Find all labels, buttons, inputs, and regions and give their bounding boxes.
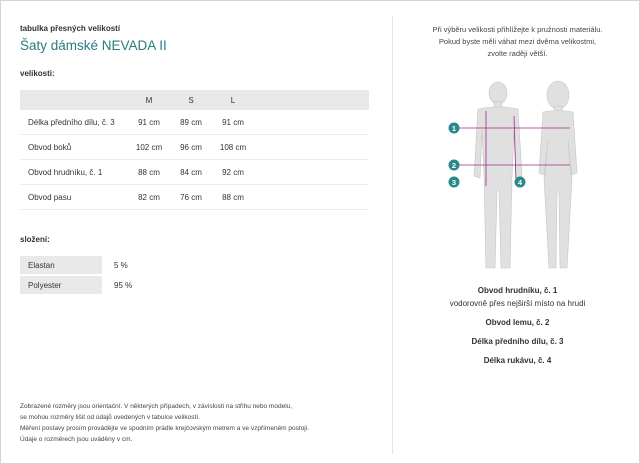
- marker-2-icon: [449, 160, 460, 171]
- measurement-definitions: [405, 286, 630, 365]
- table-row: [20, 160, 369, 185]
- definition-title: Délka předního dílu, č. 3: [471, 337, 564, 346]
- cell-s: 76 cm: [170, 185, 212, 210]
- female-figure-icon: [539, 81, 577, 268]
- marker-1-label: 1: [451, 123, 457, 133]
- material-percent: 5 %: [114, 260, 128, 270]
- note-line: se mohou rozměry lišit od údajů uvedených v tabulce velikostí.: [20, 414, 200, 421]
- definition-desc: vodorovně přes nejširší místo na hrudi: [449, 299, 586, 308]
- product-title: Šaty dámské NEVADA II: [20, 38, 167, 53]
- cell-m: 82 cm: [128, 185, 170, 210]
- row-label: Obvod hrudníku, č. 1: [20, 160, 128, 185]
- male-figure-icon: [474, 82, 522, 268]
- marker-2-label: 2: [451, 160, 457, 170]
- marker-4-icon: [515, 177, 526, 188]
- page-kicker: tabulka přesných velikostí: [20, 24, 121, 33]
- size-table: [20, 90, 369, 210]
- tip-line: Při výběru velikosti přihlížejte k pružnosti materiálu.: [432, 25, 603, 34]
- table-row: [20, 135, 369, 160]
- composition-row: [20, 276, 132, 294]
- row-label: Délka předního dílu, č. 3: [20, 110, 128, 135]
- table-row: [20, 185, 369, 210]
- cell-s: 89 cm: [170, 110, 212, 135]
- size-table-header: [20, 90, 369, 110]
- cell-m: 91 cm: [128, 110, 170, 135]
- material-name: Polyester: [20, 276, 102, 294]
- header-size-l: L: [212, 90, 254, 110]
- header-blank: [20, 90, 128, 110]
- size-table-panel: [20, 0, 370, 464]
- marker-3-label: 3: [451, 177, 457, 187]
- header-spacer: [254, 90, 369, 110]
- cell-m: 102 cm: [128, 135, 170, 160]
- cell-s: 84 cm: [170, 160, 212, 185]
- material-name: Elastan: [20, 256, 102, 274]
- marker-4-label: 4: [517, 177, 523, 187]
- marker-3-icon: [449, 177, 460, 188]
- header-size-m: M: [128, 90, 170, 110]
- tip-line: Pokud byste měli váhat mezi dvěma velikostmi,: [438, 37, 597, 46]
- panel-divider: [392, 16, 393, 454]
- cell-l: 108 cm: [212, 135, 254, 160]
- composition-row: [20, 256, 132, 274]
- body-figure-illustration: [440, 78, 610, 270]
- cell-spacer: [254, 110, 369, 135]
- header-size-s: S: [170, 90, 212, 110]
- tip-line: zvolte raději větší.: [487, 49, 548, 58]
- definition-title: Délka rukávu, č. 4: [483, 356, 552, 365]
- row-label: Obvod boků: [20, 135, 128, 160]
- size-tip: [405, 24, 630, 60]
- measurement-note: [20, 401, 309, 445]
- definition-title: Obvod lemu, č. 2: [485, 318, 550, 327]
- table-row: [20, 110, 369, 135]
- definition-title: Obvod hrudníku, č. 1: [477, 286, 558, 295]
- row-label: Obvod pasu: [20, 185, 128, 210]
- cell-l: 91 cm: [212, 110, 254, 135]
- cell-l: 88 cm: [212, 185, 254, 210]
- cell-m: 88 cm: [128, 160, 170, 185]
- cell-spacer: [254, 160, 369, 185]
- marker-1-icon: [449, 123, 460, 134]
- sizes-heading: velikosti:: [20, 69, 55, 78]
- cell-spacer: [254, 135, 369, 160]
- note-line: Údaje o rozměrech jsou uváděny v cm.: [20, 436, 133, 443]
- cell-l: 92 cm: [212, 160, 254, 185]
- composition-table: [20, 254, 132, 296]
- measurement-guide-panel: [405, 0, 630, 464]
- cell-s: 96 cm: [170, 135, 212, 160]
- material-percent: 95 %: [114, 280, 133, 290]
- composition-heading: složení:: [20, 235, 50, 244]
- cell-spacer: [254, 185, 369, 210]
- note-line: Zobrazené rozměry jsou orientační. V některých případech, v závislosti na střihu nebo modelu,: [20, 403, 293, 410]
- note-line: Měření postavy prosím provádějte ve spodním prádle krejčovským metrem a ve vzpřímeném postoji.: [20, 425, 310, 432]
